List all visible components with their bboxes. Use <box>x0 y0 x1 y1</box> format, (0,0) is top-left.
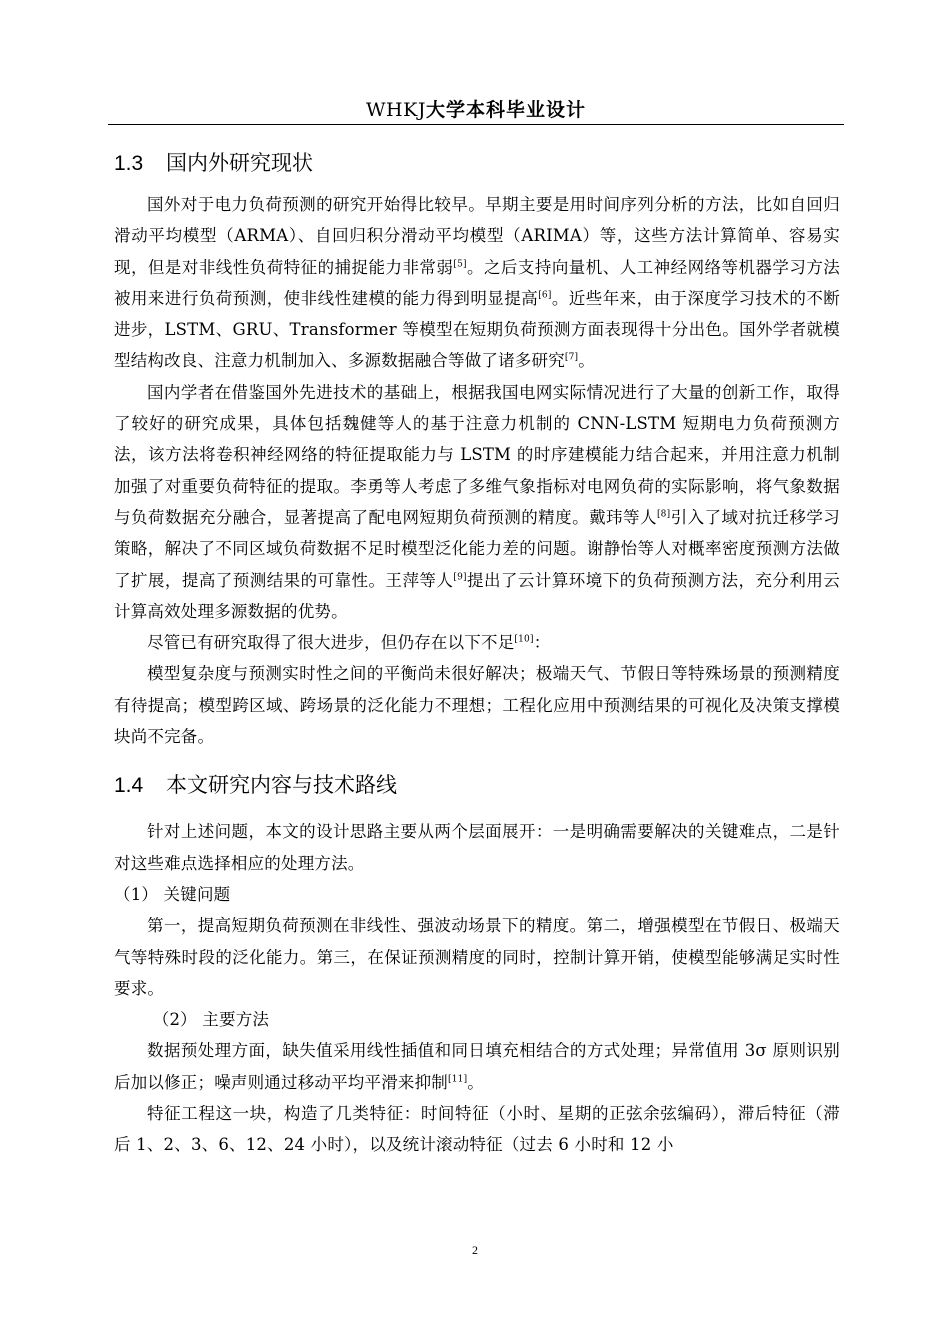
section-number: 1.4 <box>114 774 144 798</box>
page-header <box>108 92 844 125</box>
paragraph-preprocessing: 数据预处理方面，缺失值采用线性插值和同日填充相结合的方式处理；异常值用 3σ 原则识别后加以修正；噪声则通过移动平均平滑来抑制[11]。 <box>114 1041 840 1092</box>
list-item-main-methods: （2） 主要方法 <box>152 1010 270 1030</box>
citation[interactable]: [5] <box>453 258 467 269</box>
header-title: 大学本科毕业设计 <box>425 99 586 121</box>
section-heading-1-4 <box>114 766 840 804</box>
citation[interactable]: [7] <box>564 352 579 363</box>
citation[interactable]: [8] <box>656 509 671 520</box>
section-title: 国内外研究现状 <box>166 151 313 175</box>
section-heading-1-3 <box>114 144 840 182</box>
citation[interactable]: [10] <box>514 634 534 645</box>
paragraph-feature-engineering: 特征工程这一块，构造了几类特征：时间特征（小时、星期的正弦余弦编码），滞后特征（滞后 1、2、3、6、12、24 小时），以及统计滚动特征（过去 6 小时和 12 小 <box>114 1104 840 1155</box>
paragraph-shortcomings: 模型复杂度与预测实时性之间的平衡尚未很好解决；极端天气、节假日等特殊场景的预测精度有待提高；模型跨区域、跨场景的泛化能力不理想；工程化应用中预测结果的可视化及决策支撑模块尚不完备。 <box>114 664 840 747</box>
header-school: WHKJ <box>366 99 426 121</box>
citation[interactable]: [6] <box>538 290 552 301</box>
paragraph-design-approach: 针对上述问题，本文的设计思路主要从两个层面展开：一是明确需要解决的关键难点，二是针对这些难点选择相应的处理方法。 <box>114 822 840 873</box>
citation[interactable]: [11] <box>448 1073 468 1084</box>
page-number: 2 <box>472 1243 478 1257</box>
section-title: 本文研究内容与技术路线 <box>166 773 397 798</box>
paragraph-key-problems: 第一，提高短期负荷预测在非线性、强波动场景下的精度。第二，增强模型在节假日、极端天气等特殊时段的泛化能力。第三，在保证预测精度的同时，控制计算开销，使模型能够满足实时性要求。 <box>114 916 840 998</box>
paragraph-foreign-research: 国外对于电力负荷预测的研究开始得比较早。早期主要是用时间序列分析的方法，比如自回归滑动平均模型（ARMA）、自回归积分滑动平均模型（ARIMA）等，这些方法计算简单、容易实现，但是对非线性负荷特征的捕捉能力非常弱[5]。之后支持向量机、人工神经网络等机器学习方法被用来进行负荷预测，使非线性建模的能力得到明显提高[6]。近些年来，由于深度学习技术的不断进步，LSTM、GRU、Transformer 等模型在短期负荷预测方面表现得十分出色。国外学者就模型结构改良、注意力机制加入、多源数据融合等做了诸多研究[7]。 <box>114 195 841 371</box>
paragraph-domestic-research: 国内学者在借鉴国外先进技术的基础上，根据我国电网实际情况进行了大量的创新工作，取得了较好的研究成果，具体包括魏健等人的基于注意力机制的 CNN-LSTM 短期电力负荷预测方法，该方法将卷积神经网络的特征提取能力与 LSTM 的时序建模能力结合起来，并用注意力机制加强了对重要负荷特征的提取。李勇等人考虑了多维气象指标对电网负荷的实际影响，将气象数据与负荷数据充分融合，显著提高了配电网短期负荷预测的精度。戴玮等人[8]引入了域对抗迁移学习策略，解决了不同区域负荷数据不足时模型泛化能力差的问题。谢静怡等人对概率密度预测方法做了扩展，提高了预测结果的可靠性。王萍等人[9]提出了云计算环境下的负荷预测方法，充分利用云计算高效处理多源数据的优势。 <box>114 382 841 621</box>
page-content <box>114 144 840 1161</box>
list-item-key-problems: （1） 关键问题 <box>114 884 231 904</box>
section-number: 1.3 <box>114 152 144 175</box>
citation[interactable]: [9] <box>453 571 467 582</box>
paragraph-shortcomings-intro: 尽管已有研究取得了很大进步，但仍存在以下不足[10]： <box>147 633 551 653</box>
